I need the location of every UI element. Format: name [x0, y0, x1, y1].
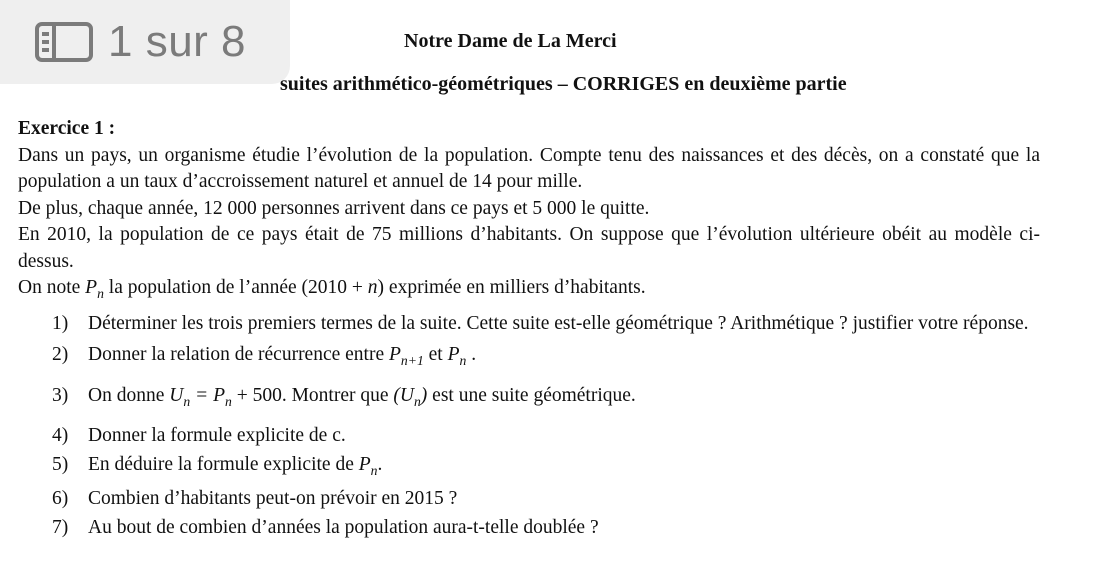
question-number: 3) — [52, 384, 69, 406]
document-subtitle: suites arithmético-géométriques – CORRIGES en deuxième partie — [280, 73, 847, 95]
math-pn: $P_n$ — [447, 344, 467, 368]
list-item — [52, 311, 1040, 338]
paragraph-4 — [18, 275, 1040, 308]
p4-end: ) exprimée en milliers d’habitants. — [377, 277, 646, 298]
page-indicator[interactable] — [0, 0, 290, 84]
question-number: 4) — [52, 425, 69, 446]
math-pn1: $P_{n+1}$ — [389, 344, 424, 368]
p4-pre: On note — [18, 277, 81, 298]
list-item — [52, 452, 1040, 485]
page-count-label: 1 sur 8 — [108, 17, 247, 66]
list-item — [52, 423, 1040, 450]
math-pn: $P_n$ — [358, 453, 378, 478]
paragraph-2: De plus, chaque année, 12 000 personnes arrivent dans ce pays et 5 000 le quitte. — [18, 197, 650, 219]
question-text: Combien d’habitants peut-on prévoir en 2015 ? — [88, 488, 458, 509]
question-number: 7) — [52, 516, 69, 538]
question-number: 5) — [52, 453, 69, 475]
list-item — [52, 515, 1040, 542]
question-number: 1) — [52, 312, 69, 334]
question-number: 2) — [52, 344, 69, 365]
list-item — [52, 342, 1040, 375]
p4-post: la population de l’année (2010 + — [108, 277, 363, 298]
list-item — [52, 486, 1040, 513]
math-un-def: $U_n = P_n$ — [169, 384, 232, 409]
question-number: 6) — [52, 488, 69, 509]
question-text: Donner la formule explicite de c. — [88, 425, 346, 446]
question-text: On donne $U_n = P_n + 500$. Montrer que $(U_n)$ est une suite géométrique. — [88, 384, 636, 409]
school-name: Notre Dame de La Merci — [404, 30, 617, 52]
paragraph-1: Dans un pays, un organisme étudie l’évolution de la population. Compte tenu des naissances et des décès, on a constaté que la population a un taux d’accroissement naturel et annuel de 14 pour mille. — [18, 144, 1040, 192]
math-pn: $P_n$ — [85, 277, 104, 301]
math-un-seq: $(U_n)$ — [393, 384, 428, 409]
question-text: En déduire la formule explicite de $P_n$. — [88, 453, 383, 478]
math-n: n — [367, 277, 378, 298]
paragraph-3: En 2010, la population de ce pays était de 75 millions d’habitants. On suppose que l’évolution ultérieure obéit au modèle ci-dessus. — [18, 224, 1040, 272]
question-text: Donner la relation de récurrence entre $P_{n+1}$ et $P_n$ . — [88, 344, 477, 368]
question-text: Au bout de combien d’années la population aura-t-telle doublée ? — [88, 516, 599, 538]
exercise-title: Exercice 1 : — [18, 118, 116, 139]
list-item — [52, 383, 1040, 416]
sidebar-page-icon — [34, 21, 94, 63]
exercise-body — [18, 116, 1040, 543]
question-list — [18, 311, 1040, 542]
question-text: Déterminer les trois premiers termes de la suite. Cette suite est-elle géométrique ? Arithmétique ? justifier votre réponse. — [88, 312, 1029, 334]
